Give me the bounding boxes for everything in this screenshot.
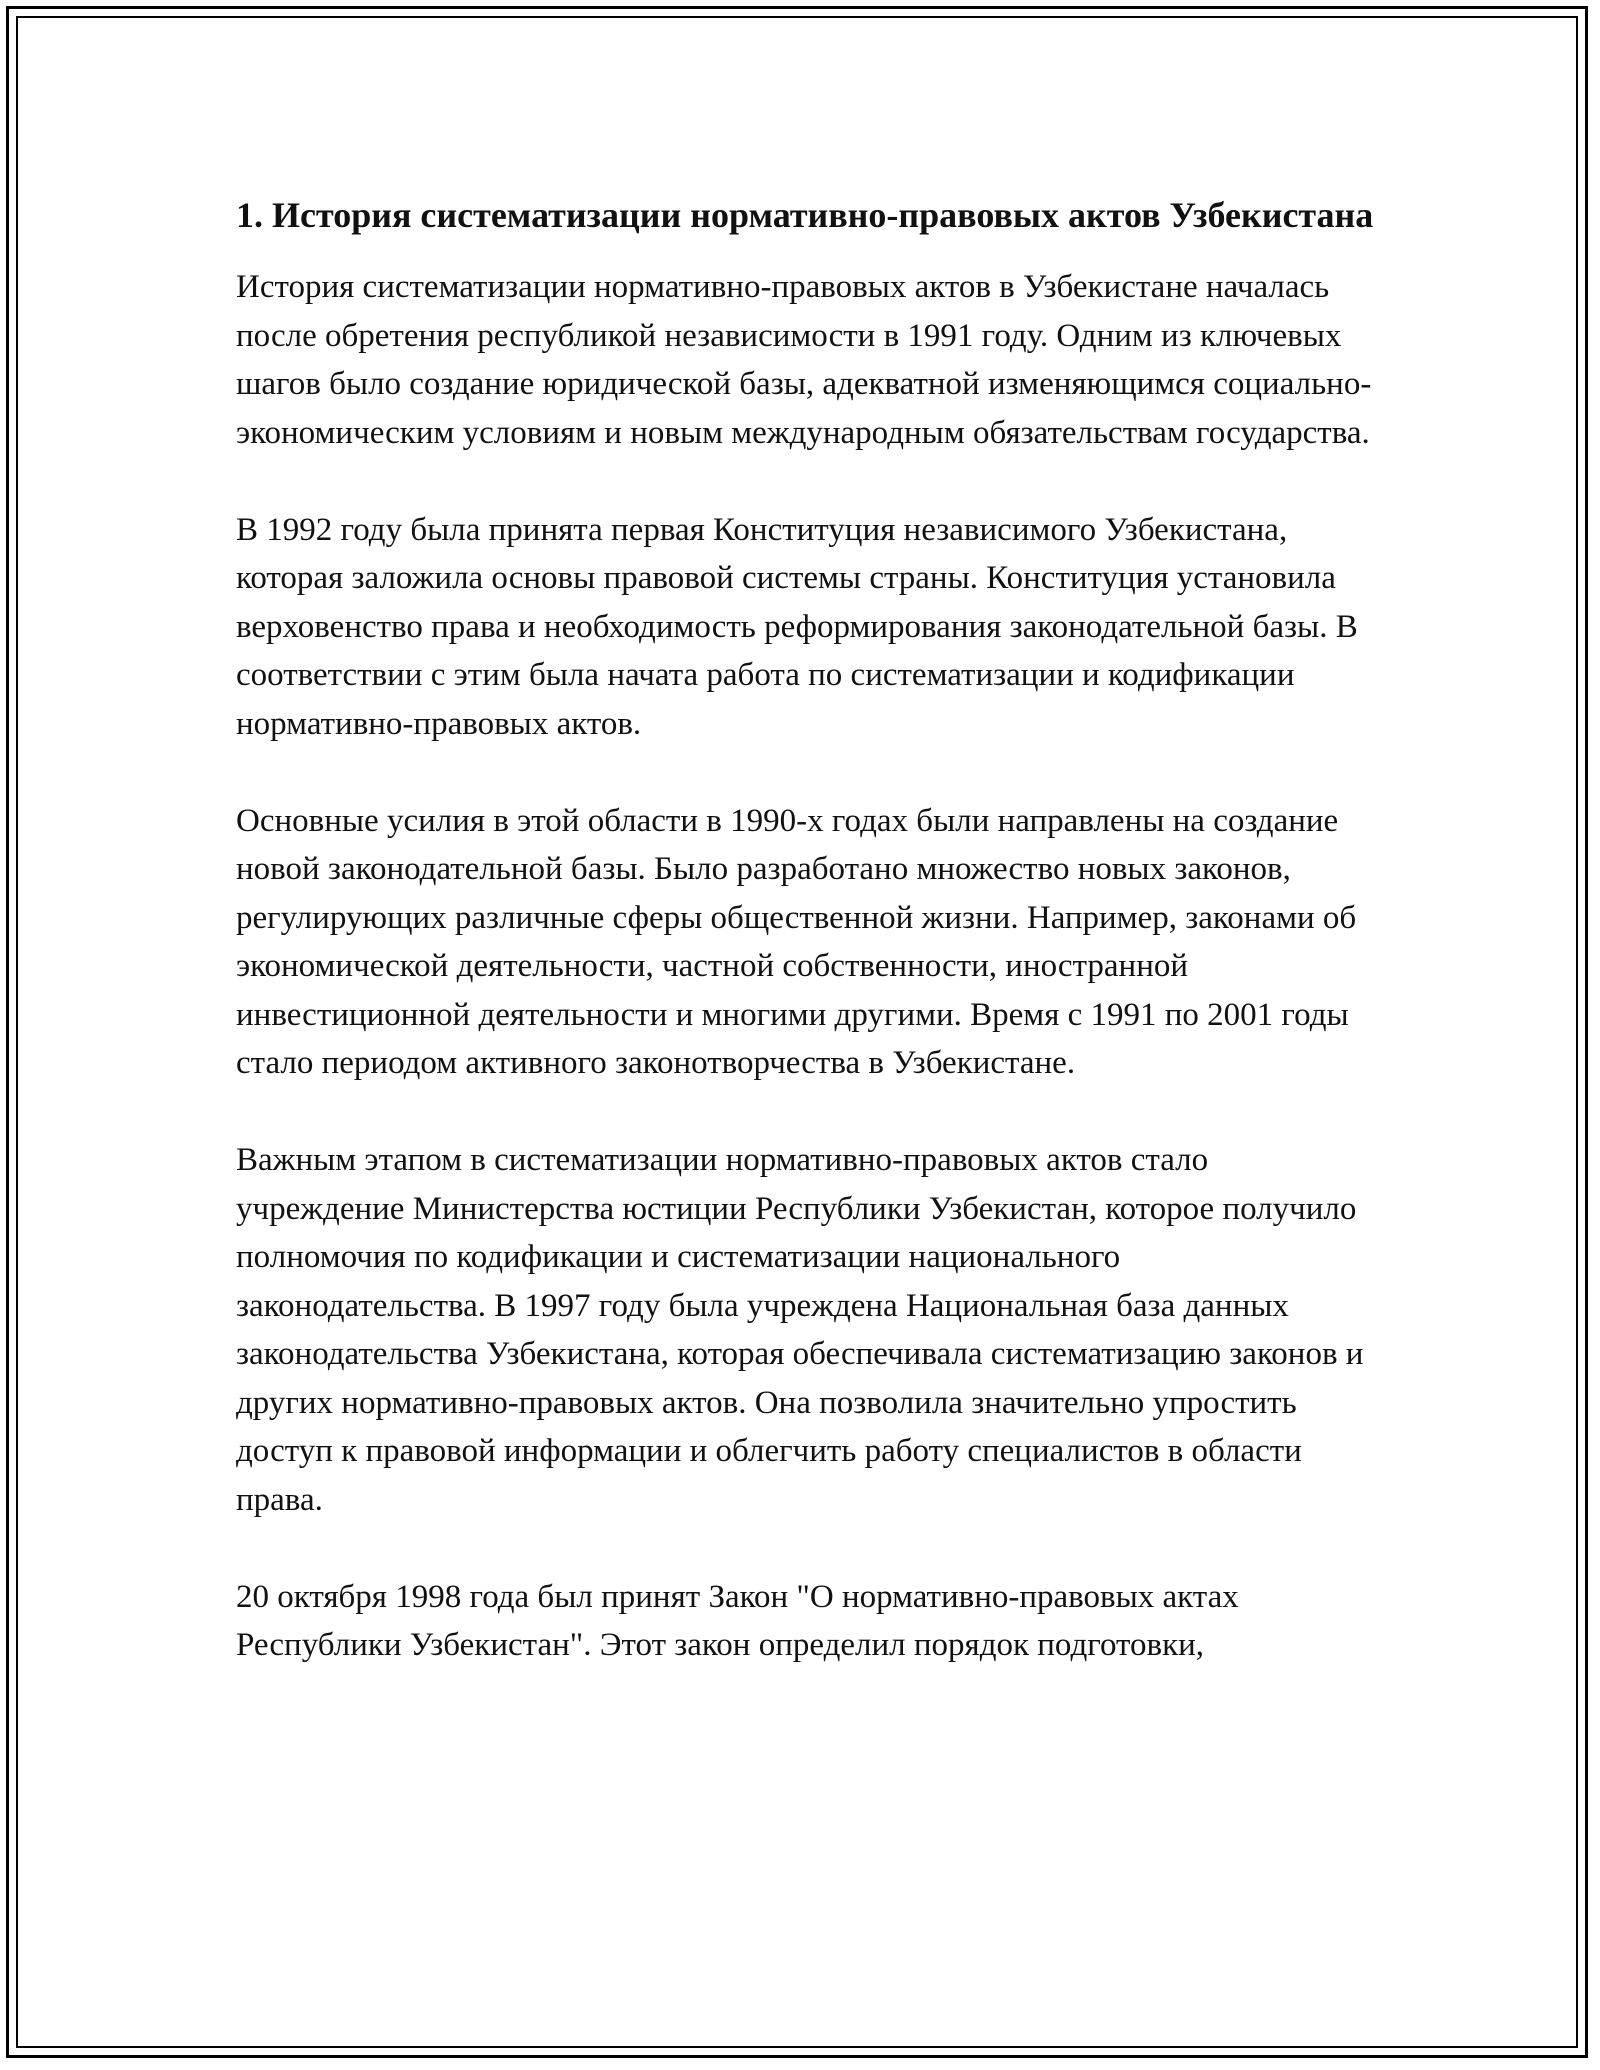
document-body [236,188,1376,1718]
section-heading: 1. История систематизации нормативно-правовых актов Узбекистана [236,195,1374,235]
paragraph-5: 20 октября 1998 года был принят Закон "О нормативно-правовых актах Республики Узбекистан". Этот закон определил порядок подготовки, [236,1578,1239,1663]
paragraph-4: Важным этапом в систематизации нормативно-правовых актов стало учреждение Министерства юстиции Республики Узбекистан, которое получило полномочия по кодификации и систематизации национального законодательства. В 1997 году была учреждена Национальная база данных законодательства Узбекистана, которая обеспечивала систематизацию законов и других нормативно-правовых актов. Она позволила значительно упростить доступ к правовой информации и облегчить работу специалистов в области права. [236,1142,1364,1518]
paragraph-1: История систематизации нормативно-правовых актов в Узбекистане началась после обретения республикой независимости в 1991 году. Одним из ключевых шагов было создание юридической базы, адекватной изменяющимся социально-экономическим условиям и новым международным обязательствам государства. [236,269,1372,451]
paragraph-3: Основные усилия в этой области в 1990-х годах были направлены на создание новой законодательной базы. Было разработано множество новых законов, регулирующих различные сферы общественной жизни. Например, законами об экономической деятельности, частной собственности, иностранной инвестиционной деятельности и многими другими. Время с 1991 по 2001 годы стало периодом активного законотворчества в Узбекистане. [236,802,1357,1081]
paragraph-2: В 1992 году была принята первая Конституция независимого Узбекистана, которая заложила основы правовой системы страны. Конституция установила верховенство права и необходимость реформирования законодательной базы. В соответствии с этим была начата работа по систематизации и кодификации нормативно-правовых актов. [236,511,1358,742]
